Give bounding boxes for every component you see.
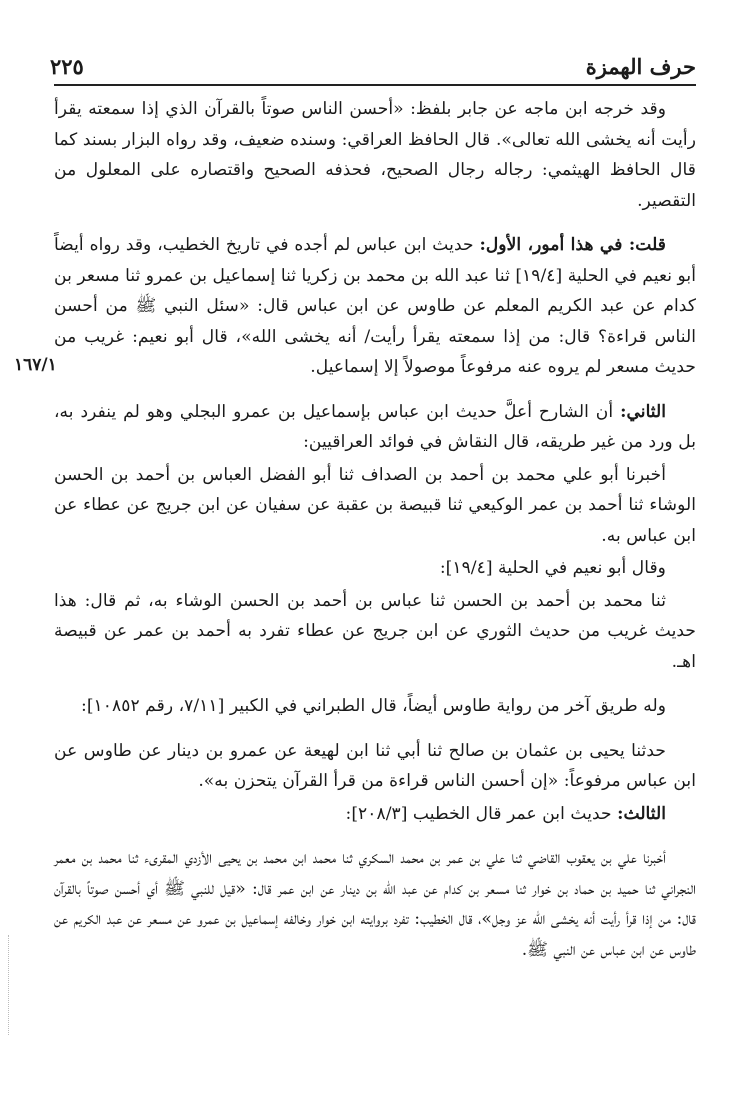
paragraph-6: ثنا محمد بن أحمد بن الحسن ثنا عباس بن أحمد بن الحسن الوشاء به، ثم قال: هذا حديث غريب من حديث الثوري عن ابن جريج عن عطاء تفرد به أحمد بن عمر عن قبيصة اهـ. — [54, 590, 696, 672]
paragraph-9: الثالث: حديث ابن عمر قال الخطيب [٢٠٨/٣]: — [345, 803, 666, 824]
paragraph-8: حدثنا يحيى بن عثمان بن صالح ثنا أبي ثنا ابن لهيعة عن عمرو بن دينار عن طاوس عن ابن عباس مرفوعاً: «إن أحسن الناس قراءة من قرأ القرآن يتحزن به». — [54, 740, 696, 791]
running-title: حرف الهمزة — [585, 54, 696, 79]
page-number: ٢٢٥ — [50, 54, 84, 79]
paragraph-5: وقال أبو نعيم في الحلية [١٩/٤]: — [439, 558, 666, 578]
page-header — [50, 52, 696, 82]
paragraph-10: أخبرنا علي بن يعقوب القاضي ثنا علي بن عمر بن محمد السكري ثنا محمد ابن محمد بن يحيى الأزدي المقرىء ثنا محمد بن معمر النجراني ثنا حميد بن حماد بن خوار ثنا مسعر بن كدام عن عبد الله بن دينار عن ابن عمر قال: «قيل للنبي ﷺ أي أحسن صوتاً بالقرآن قال: من إذا قرأ رأيت أنه يخشى الله عز وجل»، قال الخطيب: تفرد بروايته ابن خوار وخالفه إسماعيل بن عمرو عن مسعر عن عبد الكريم عن طاوس عن ابن عباس عن النبي ﷺ. — [54, 848, 696, 960]
page-body — [54, 94, 696, 967]
paragraph-7: وله طريق آخر من رواية طاوس أيضاً، قال الطبراني في الكبير [٧/١١، رقم ١٠٨٥٢]: — [81, 696, 666, 716]
paragraph-4: أخبرنا أبو علي محمد بن أحمد بن الصداف ثنا أبو الفضل العباس بن أحمد بن الحسن الوشاء ثنا أحمد بن عمر الوكيعي ثنا قبيصة بن عقبة عن سفيان عن ابن جريج عن عطاء عن ابن عباس به. — [54, 464, 696, 546]
paragraph-1: وقد خرجه ابن ماجه عن جابر بلفظ: «أحسن الناس صوتاً بالقرآن الذي إذا سمعته يقرأ رأيت أنه يخشى الله تعالى». قال الحافظ العراقي: وسنده ضعيف، وقد رواه البزار بسند كما قال الحافظ الهيثمي: رجاله رجال الصحيح، فحذفه الصحيح واقتصاره على المعلول من التقصير. — [54, 99, 696, 211]
header-rule — [54, 84, 696, 86]
margin-reference: ١٦٧/١ — [14, 355, 57, 375]
paragraph-2: قلت: في هذا أمور، الأول: حديث ابن عباس لم أجده في تاريخ الخطيب، وقد رواه أيضاً أبو نعيم في الحلية [١٩/٤] ثنا عبد الله بن محمد بن زكريا ثنا إسماعيل بن عمرو ثنا مسعر بن كدام عن عبد الكريم المعلم عن طاوس عن ابن عباس قال: «سئل النبي ﷺ من أحسن الناس قراءة؟ قال: من إذا سمعته يقرأ رأيت/ أنه يخشى الله»، قال أبو نعيم: غريب من حديث مسعر لم يروه عنه مرفوعاً موصولاً إلا إسماعيل. — [54, 235, 696, 377]
page-edge-mark — [8, 935, 10, 1035]
paragraph-3: الثاني: أن الشارح أعلَّ حديث ابن عباس بإسماعيل بن عمرو البجلي وهو لم ينفرد به، بل ورد من غير طريقه، قال النقاش في فوائد العراقيين: — [54, 401, 696, 452]
